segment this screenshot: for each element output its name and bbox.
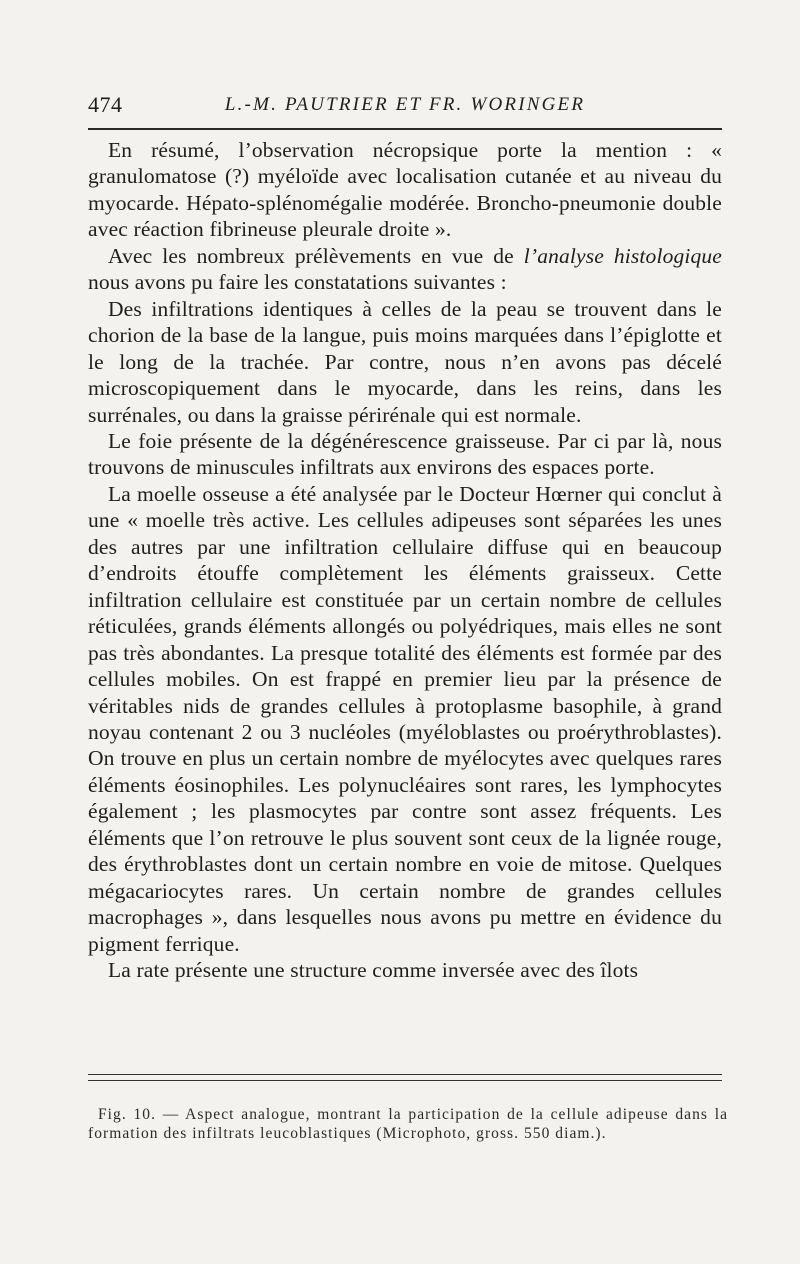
page-number: 474	[88, 92, 123, 117]
figure-caption-text: Fig. 10. — Aspect analogue, montrant la participation de la cellule adipeuse dans la formation des infiltrats leucoblastiques (Microphoto, gross. 550 diam.).	[88, 1106, 728, 1142]
paragraph-analysis-text-start: Avec les nombreux prélèvements en vue de	[108, 243, 524, 268]
figure-bottom-rule	[88, 1080, 722, 1081]
running-head: L.-M. PAUTRIER ET FR. WORINGER	[224, 94, 586, 115]
italic-analyse-histologique: l’analyse histologique	[523, 243, 722, 268]
figure-top-rule	[88, 1074, 722, 1075]
paragraph-resume: En résumé, l’observation nécropsique porte la mention : « granulomatose (?) myéloïde avec localisation cutanée et au niveau du myocarde. Hépato-splénomégalie modérée. Broncho-pneumonie double avec réaction fibrineuse pleurale droite ».	[88, 138, 722, 242]
paragraph-infiltrations: Des infiltrations identiques à celles de la peau se trouvent dans le chorion de la base de la langue, puis moins marquées dans l’épiglotte et le long de la trachée. Par contre, nous n’en avons pas décelé microscopiquement dans le myocarde, dans les reins, dans les surrénales, ou dans la graisse périrénale qui est normale.	[88, 296, 722, 427]
header-rule	[88, 128, 722, 130]
figure-caption	[88, 1105, 728, 1143]
paragraph-foie: Le foie présente de la dégénérescence graisseuse. Par ci par là, nous trouvons de minuscules infiltrats aux environs des espaces porte.	[88, 428, 722, 480]
paragraph-rate: La rate présente une structure comme inversée avec des îlots	[108, 958, 639, 983]
paragraph-moelle: La moelle osseuse a été analysée par le Docteur Hœrner qui conclut à une « moelle très active. Les cellules adipeuses sont séparées les unes des autres par une infiltration cellulaire diffuse qui en beaucoup d’endroits étouffe complètement les éléments graisseux. Cette infiltration cellulaire est constituée par un certain nombre de cellules réticulées, grands éléments allongés ou polyédriques, mais elles ne sont pas très abondantes. La presque totalité des éléments est formée par des cellules mobiles. On est frappé en premier lieu par la présence de véritables nids de grandes cellules à protoplasme basophile, à grand noyau contenant 2 ou 3 nucléoles (myéloblastes ou proérythroblastes). On trouve en plus un certain nombre de myélocytes avec quelques rares éléments éosinophiles. Les polynucléaires sont rares, les lymphocytes également ; les plasmocytes par contre sont assez fréquents. Les éléments que l’on retrouve le plus souvent sont ceux de la lignée rouge, des érythroblastes dont un certain nombre en voie de mitose. Quelques mégacariocytes rares. Un certain nombre de grandes cellules macrophages », dans lesquelles nous avons pu mettre en évidence du pigment ferrique.	[88, 481, 722, 956]
body-text	[88, 137, 722, 984]
paragraph-analysis-text-end: nous avons pu faire les constatations suivantes :	[88, 270, 507, 295]
page-header	[88, 92, 722, 122]
paragraph-analysis	[88, 243, 722, 296]
